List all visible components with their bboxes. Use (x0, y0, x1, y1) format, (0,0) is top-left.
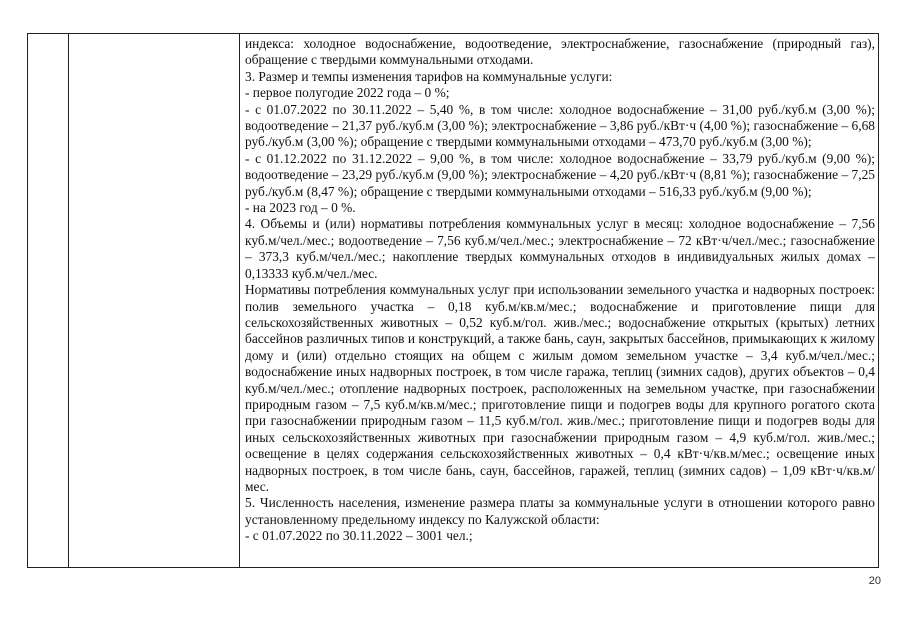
paragraph-tariffs-2023: - на 2023 год – 0 %. (245, 200, 356, 216)
table-column-divider-2 (239, 34, 240, 567)
paragraph-tariffs-jul-nov-2022: - с 01.07.2022 по 30.11.2022 – 5,40 %, в том числе: холодное водоснабжение – 31,00 руб./куб.м (3,00 %); водоотведение – 21,37 руб./куб.м (3,00 %); электроснабжение – 3,86 руб./кВт·ч (4,00 %); газоснабжение – 6,68 руб./куб.м (3,00 %); обращение с твердыми коммунальными отходами – 473,70 руб./куб.м (3,00 %); (245, 101, 875, 150)
paragraph-population-heading: 5. Численность населения, изменение размера платы за коммунальные услуги в отношении которого равно установленному предельному индексу по Калужской области: (245, 495, 875, 527)
paragraph-tariffs-h1-2022: - первое полугодие 2022 года – 0 %; (245, 85, 450, 101)
paragraph-index-continuation: индекса: холодное водоснабжение, водоотведение, электроснабжение, газоснабжение (природный газ), обращение с твердыми коммунальными отходами. (245, 36, 875, 68)
paragraph-tariffs-heading: 3. Размер и темпы изменения тарифов на коммунальные услуги: (245, 68, 613, 84)
paragraph-consumption-norms: Нормативы потребления коммунальных услуг при использовании земельного участка и надворных построек: полив земельного участка – 0,18 куб.м/кв.м/мес.; водоснабжение и приготовление пищи для сельскохозяйственных животных – 0,52 куб.м/гол. жив./мес.; водоснабжение открытых (крытых) летних бассейнов различных типов и конструкций, а также бань, саун, закрытых бассейнов, примыкающих к жилому дому и (или) отдельно стоящих на общем с жилым домом земельном участке – 3,4 куб.м/чел./мес.; водоснабжение иных надворных построек, в том числе гаража, теплиц (зимних садов), других объектов – 0,4 куб.м/чел./мес.; отопление надворных построек, расположенных на земельном участке, при газоснабжении природным газом – 7,5 куб.м/кв.м/мес.; приготовление пищи и подогрев воды для крупного рогатого скота при газоснабжении природным газом – 11,5 куб.м/гол. жив./мес.; приготовление пищи и подогрев воды для иных сельскохозяйственных животных при газоснабжении природным газом – 4,9 куб.м/гол. жив./мес.; освещение в целях содержания сельскохозяйственных животных – 0,4 кВт·ч/кв.м/мес.; освещение иных надворных построек, в том числе бань, саун, бассейнов, гаражей, теплиц (зимних садов) – 1,09 кВт·ч/кв.м/мес. (245, 282, 875, 494)
table-column-divider-1 (68, 34, 69, 567)
paragraph-tariffs-dec-2022: - с 01.12.2022 по 31.12.2022 – 9,00 %, в том числе: холодное водоснабжение – 33,79 руб./куб.м (9,00 %); водоотведение – 23,29 руб./куб.м (9,00 %); электроснабжение – 4,20 руб./кВт·ч (8,81 %); газоснабжение – 7,25 руб./куб.м (8,47 %); обращение с твердыми коммунальными отходами – 516,33 руб./куб.м (9,00 %); (245, 150, 875, 199)
page-number: 20 (868, 575, 881, 587)
paragraph-consumption-volumes: 4. Объемы и (или) нормативы потребления коммунальных услуг в месяц: холодное водоснабжение – 7,56 куб.м/чел./мес.; водоотведение – 7,56 куб.м/чел./мес.; электроснабжение – 72 кВт·ч/чел./мес.; газоснабжение – 373,3 куб.м/чел./мес.; накопление твердых коммунальных отходов в индивидуальных жилых домах – 0,13333 куб.м/чел./мес. (245, 216, 875, 281)
table-cell-text (245, 36, 875, 545)
paragraph-population-jul-nov-2022: - с 01.07.2022 по 30.11.2022 – 3001 чел.; (245, 528, 473, 544)
document-table (27, 33, 879, 568)
